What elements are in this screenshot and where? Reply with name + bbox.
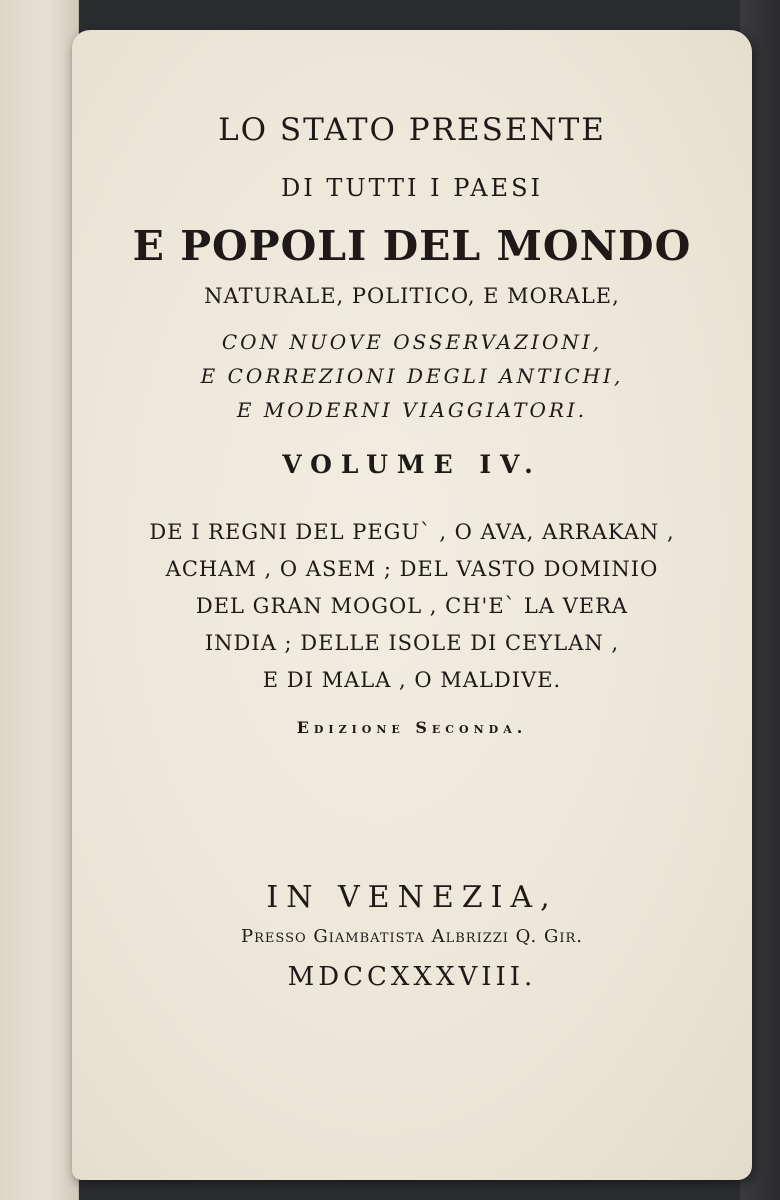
description-line: DE I REGNI DEL PEGU` , O AVA, ARRAKAN , — [149, 520, 675, 544]
description-line: E DI MALA , O MALDIVE. — [262, 668, 562, 692]
imprint-place: IN VENEZIA, — [266, 880, 558, 915]
volume-heading: VOLUME IV. — [282, 450, 542, 479]
subtitle-line: E MODERNI VIAGGIATORI. — [236, 398, 588, 422]
facing-page-edge — [0, 0, 79, 1200]
description-line: DEL GRAN MOGOL , CH'E` LA VERA — [195, 594, 629, 618]
title-line-2: DI TUTTI I PAESI — [281, 174, 543, 202]
edition-note: Edizione Seconda. — [296, 718, 528, 737]
imprint-publisher: Presso Giambatista Albrizzi Q. Gir. — [241, 926, 583, 947]
description-line: INDIA ; DELLE ISOLE DI CEYLAN , — [204, 631, 620, 655]
subtitle-line: E CORREZIONI DEGLI ANTICHI, — [200, 364, 624, 388]
title-line-1: LO STATO PRESENTE — [218, 112, 606, 148]
subtitle-line: CON NUOVE OSSERVAZIONI, — [221, 330, 603, 354]
description-line: ACHAM , O ASEM ; DEL VASTO DOMINIO — [165, 557, 659, 581]
imprint-year: MDCCXXXVIII. — [287, 962, 537, 992]
title-line-4: NATURALE, POLITICO, E MORALE, — [204, 284, 620, 308]
main-title: E POPOLI DEL MONDO — [132, 222, 692, 270]
